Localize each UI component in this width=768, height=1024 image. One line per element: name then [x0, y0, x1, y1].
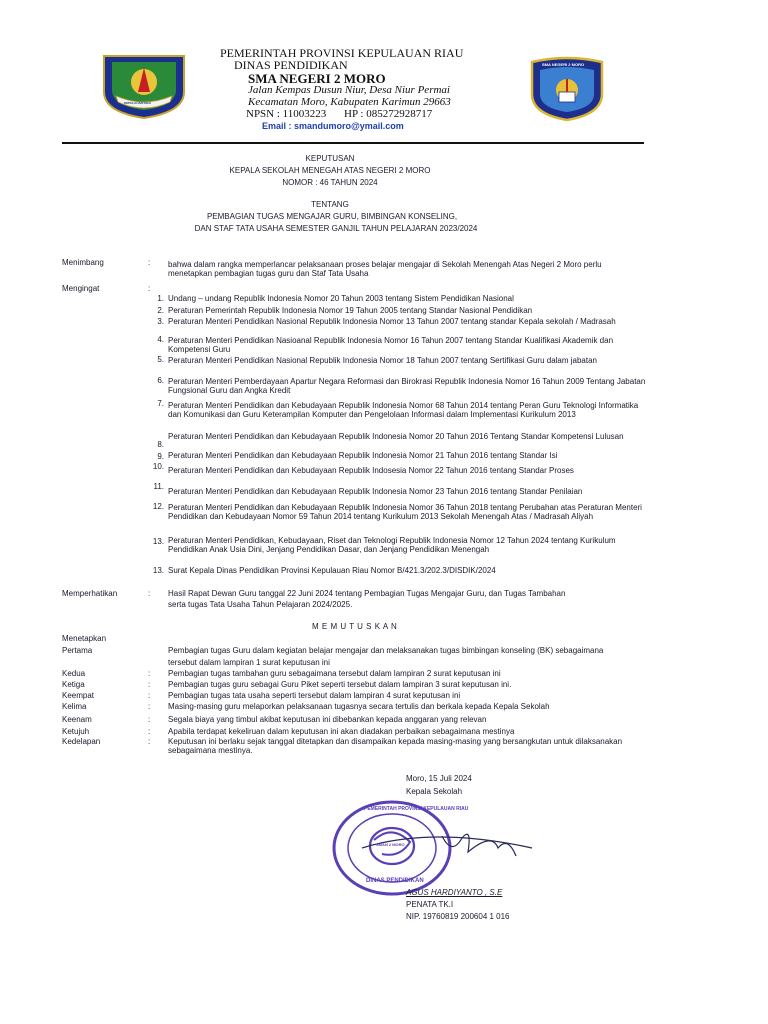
decision-text-2: Pembagian tugas tambahan guru sebagaimana tersebut dalam lampiran 2 surat keputusan ini	[168, 669, 501, 678]
title-subject-1: PEMBAGIAN TUGAS MENGAJAR GURU, BIMBINGAN KONSELING,	[206, 212, 458, 221]
mengingat-colon: :	[148, 284, 151, 293]
mengingat-item-8: Peraturan Menteri Pendidikan dan Kebudayaan Republik Indonesia Nomor 20 Tahun 2016 Tentang Standar Kompetensi Lulusan	[168, 432, 624, 441]
mengingat-item-10: Peraturan Menteri Pendidikan dan Kebudayaan Republik Indosesia Nomor 22 Tahun 2016 tentang Standar Proses	[168, 466, 574, 475]
title-keputusan: KEPUTUSAN	[305, 154, 355, 163]
mengingat-num-1: 1.	[157, 294, 164, 303]
mengingat-num-11: 11.	[153, 482, 164, 491]
decision-key-7: Ketujuh	[62, 727, 90, 736]
decision-colon-6: :	[148, 715, 151, 724]
decision-colon-3: :	[148, 680, 151, 689]
stamp-center-text: SMAN 2 MORO	[376, 842, 405, 847]
mengingat-item-13: Peraturan Menteri Pendidikan, Kebudayaan, Riset dan Teknologi Republik Indonesia Nomor 12 Tahun 2024 tentang Kurikulum Pendidikan Anak Usia Dini, Jenjang Pendidikan Dasar, dan Jenjang Pendidikan Menengah	[168, 536, 616, 554]
address-line-1: Jalan Kempas Dusun Niur, Desa Niur Permai	[248, 84, 450, 96]
left-logo	[100, 52, 188, 120]
decision-key-2: Kedua	[62, 669, 86, 678]
kop-line-2: DINAS PENDIDIKAN	[234, 58, 348, 72]
mengingat-item-4: Peraturan Menteri Pendidikan Nasioanal Republik Indonesia Nomor 16 Tahun 2007 tentang Standar Kualifikasi Akademik dan Kompetensi Guru	[168, 336, 614, 354]
mengingat-num-4: 4.	[157, 335, 164, 344]
npsn: NPSN : 11003223	[246, 108, 327, 120]
left-logo-ribbon: KEPULAUAN RIAU	[124, 101, 151, 105]
address-line-2: Kecamatan Moro, Kabupaten Karimun 29663	[248, 96, 451, 108]
mengingat-item-9: Peraturan Menteri Pendidikan dan Kebudayaan Republik Indonesia Nomor 21 Tahun 2016 tentang Standar Isi	[168, 451, 558, 460]
title-subject-2: DAN STAF TATA USAHA SEMESTER GANJIL TAHUN PELAJARAN 2023/2024	[194, 224, 478, 233]
email[interactable]: Email : smandumoro@ymail.com	[262, 121, 404, 131]
title-number: NOMOR : 46 TAHUN 2024	[282, 178, 378, 187]
signature-role: Kepala Sekolah	[406, 787, 463, 796]
decision-key-4: Keempat	[62, 691, 95, 700]
official-stamp	[322, 796, 554, 896]
mengingat-num-9: 9.	[157, 452, 164, 461]
decision-key-6: Keenam	[62, 715, 92, 724]
phone: HP : 085272928717	[344, 108, 433, 120]
decision-text-1: Pembagian tugas Guru dalam kegiatan belajar mengajar dan melaksanakan tugas bimbingan konseling (BK) sebagaimana tersebut dalam lampiran 1 surat keputusan ini	[168, 646, 604, 667]
menimbang-colon: :	[148, 258, 151, 267]
mengingat-item-2: Peraturan Pemerintah Republik Indonesia Nomor 19 Tahun 2005 tentang Standar Nasional Pendidikan	[168, 306, 533, 315]
mengingat-item-12: Peraturan Menteri Pendidikan dan Kebudayaan Republik Indonesia Nomor 36 Tahun 2018 tentang Perubahan atas Peraturan Menteri Pendidikan dan Kebudayaan Nomor 59 Tahun 2014 tentang Kurikulum 2013 Sekolah Menengah Atas / Madrasah Aliyah	[168, 503, 642, 521]
mengingat-num-14: 13.	[152, 566, 164, 575]
kop-line-1: PEMERINTAH PROVINSI KEPULAUAN RIAU	[220, 46, 464, 60]
decision-colon-2: :	[148, 669, 151, 678]
decision-key-5: Kelima	[62, 702, 87, 711]
title-tentang: TENTANG	[311, 200, 349, 209]
stamp-bottom-text: DINAS PENDIDIKAN	[366, 878, 424, 884]
stamp-outer-text: PEMERINTAH PROVINSI KEPULAUAN RIAU	[364, 806, 469, 812]
right-logo	[526, 56, 608, 122]
mengingat-item-7: Peraturan Menteri Pendidikan dan Kebudayaan Republik Indonesia Nomor 68 Tahun 2014 tentang Peran Guru Teknologi Informatika dan Komunikasi dan Guru Keterampilan Komputer dan Pengelolaan Informasi dalam Implementasi Kurikulum 2013	[168, 401, 639, 419]
memperhatikan-text: Hasil Rapat Dewan Guru tanggal 22 Juni 2024 tentang Pembagian Tugas Mengajar Guru, dan Tugas Tambahan serta tugas Tata Usaha Tahun Pelajaran 2024/2025.	[168, 589, 566, 609]
mengingat-item-3: Peraturan Menteri Pendidikan Nasional Republik Indonesia Nomor 13 Tahun 2007 tentang standar Kepala sekolah / Madrasah	[168, 317, 616, 326]
signature-place-date: Moro, 15 Juli 2024	[406, 774, 472, 783]
mengingat-item-6: Peraturan Menteri Pemberdayaan Apartur Negara Reformasi dan Birokrasi Republik Indonesia Nomor 16 Tahun 2009 Tentang Jabatan Fungsional Guru dan Angka Kredit	[168, 377, 646, 395]
mengingat-num-13: 13.	[152, 537, 164, 546]
school-name: SMA NEGERI 2 MORO	[248, 71, 386, 86]
decision-colon-7: :	[148, 727, 151, 736]
mengingat-item-11: Peraturan Menteri Pendidikan dan Kebudayaan Republik Indonesia Nomor 23 Tahun 2016 tentang Standar Penilaian	[168, 487, 583, 496]
menimbang-text: bahwa dalam rangka memperlancar pelaksanaan proses belajar mengajar di Sekolah Menengah Atas Negeri 2 Moro perlu menetapkan pembagian tugas guru dan Staf Tata Usaha	[168, 260, 602, 278]
mengingat-item-1: Undang – undang Republik Indonesia Nomor 20 Tahun 2003 tentang Sistem Pendidikan Nasional	[168, 294, 514, 303]
decision-text-4: Pembagian tugas tata usaha seperti tersebut dalam lampiran 4 surat keputusan ini	[168, 691, 461, 700]
right-logo-text: SMA NEGERI 2 MORO	[542, 62, 585, 67]
decision-text-3: Pembagian tugas guru sebagai Guru Piket seperti tersebut dalam lampiran 3 surat keputusan ini.	[168, 680, 512, 689]
mengingat-num-6: 6.	[157, 376, 164, 385]
provincial-emblem-icon	[100, 52, 188, 120]
signer-nip: NIP. 19760819 200604 1 016	[406, 912, 510, 921]
signer-rank: PENATA TK.I	[406, 900, 454, 909]
mengingat-num-5: 5.	[157, 355, 164, 364]
decision-colon-5: :	[148, 702, 151, 711]
title-authority: KEPALA SEKOLAH MENEGAH ATAS NEGERI 2 MORO	[229, 166, 431, 175]
mengingat-num-10: 10.	[152, 462, 164, 471]
memperhatikan-label: Memperhatikan	[62, 589, 118, 598]
decision-text-5: Masing-masing guru melaporkan pelaksanaan tugasnya secara tertulis dan berkala kepada Kepala Sekolah	[168, 702, 550, 711]
menimbang-label: Menimbang	[62, 258, 104, 267]
mengingat-item-14: Surat Kepala Dinas Pendidikan Provinsi Kepulauan Riau Nomor B/421.3/202.3/DISDIK/2024	[168, 566, 496, 575]
decision-text-8: Keputusan ini berlaku sejak tanggal ditetapkan dan disampaikan kepada masing-masing yang bersangkutan untuk dilaksanakan sebagaimana mestinya.	[168, 737, 623, 755]
letterhead-rule	[62, 142, 644, 144]
mengingat-num-8: 8.	[157, 440, 164, 449]
mengingat-label: Mengingat	[62, 284, 100, 293]
decision-colon-8: :	[148, 737, 151, 746]
mengingat-num-7: 7.	[157, 399, 164, 408]
decision-key-1: Pertama	[62, 646, 93, 655]
decision-key-8: Kedelapan	[62, 737, 101, 746]
decision-colon-4: :	[148, 691, 151, 700]
memutuskan-heading: M E M U T U S K A N	[312, 622, 398, 631]
menetapkan-label: Menetapkan	[62, 634, 107, 643]
decision-key-3: Ketiga	[62, 680, 85, 689]
decision-text-7: Apabila terdapat kekeliruan dalam keputusan ini akan diadakan perbaikan sebagaimana mestinya	[168, 727, 515, 736]
memperhatikan-colon: :	[148, 589, 151, 598]
mengingat-num-3: 3.	[157, 317, 164, 326]
decision-text-6: Segala biaya yang timbul akibat keputusan ini dibebankan kepada anggaran yang relevan	[168, 715, 487, 724]
mengingat-num-12: 12.	[152, 502, 164, 511]
mengingat-item-5: Peraturan Menteri Pendidikan Nasional Republik Indonesia Nomor 18 Tahun 2007 tentang Sertifikasi Guru dalam jabatan	[168, 356, 598, 365]
mengingat-num-2: 2.	[157, 306, 164, 315]
signer-name: AGUS HARDIYANTO , S.E	[406, 888, 503, 897]
